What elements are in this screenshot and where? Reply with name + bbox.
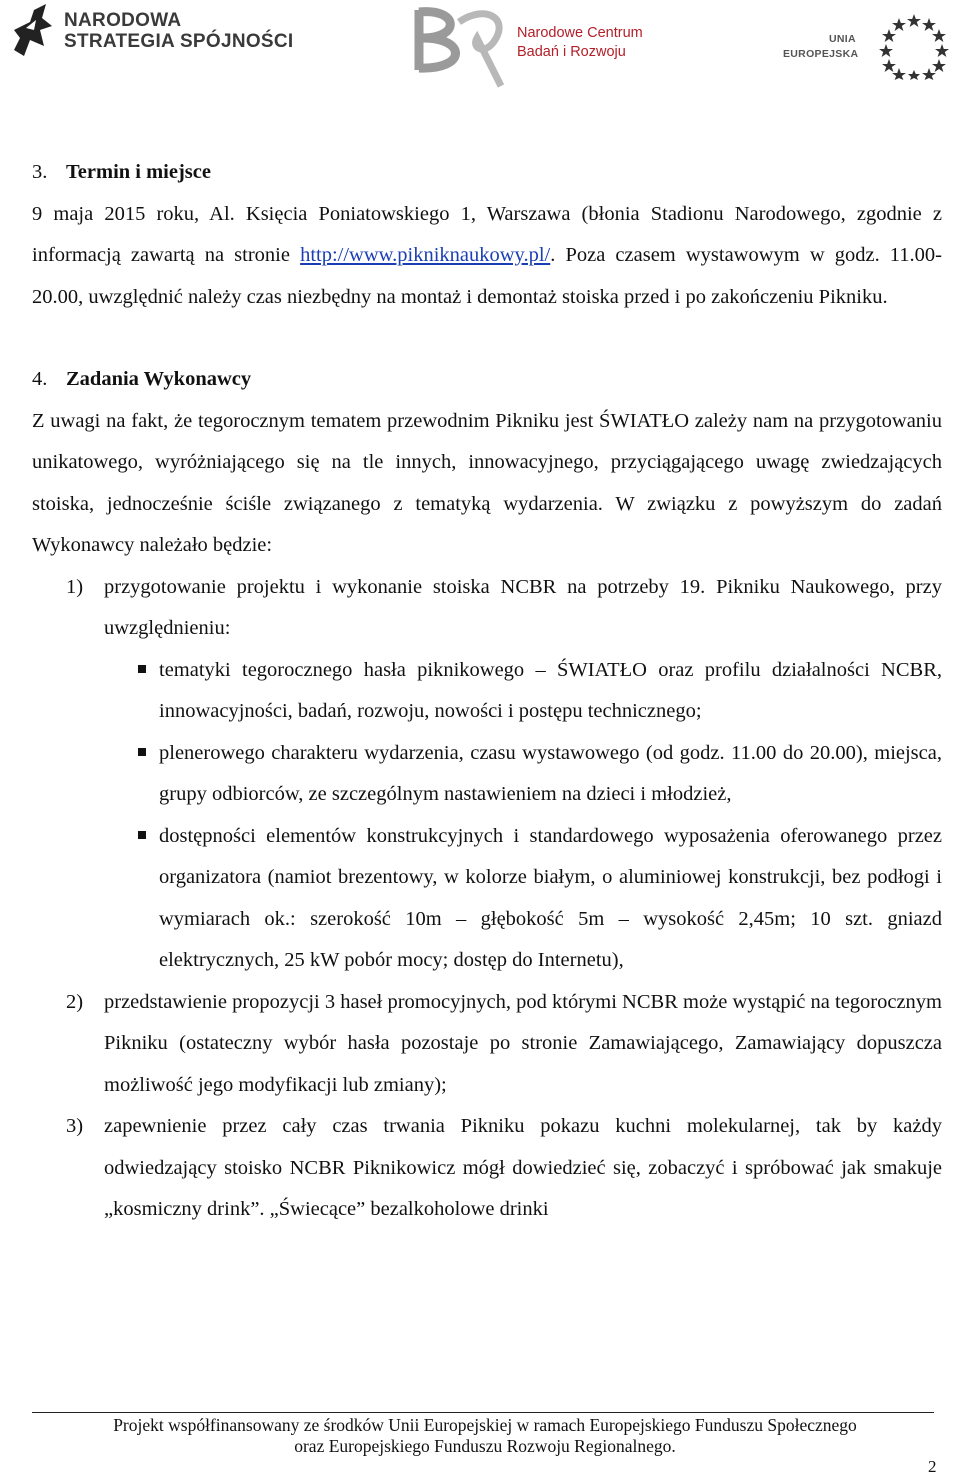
logo-unia-europejska	[780, 8, 955, 83]
bullet-item	[32, 816, 942, 982]
document-body	[32, 152, 942, 1231]
task-marker: 2)	[66, 990, 84, 1013]
section-4-intro: Z uwagi na fakt, że tegorocznym tematem przewodnim Pikniku jest ŚWIATŁO zależy nam na przygotowaniu unikatowego, wyróżniającego się na tle innych, innowacyjnego, przyciągającego uwagę zwiedzających stoiska, jednocześnie ściśle związanego z tematyką wydarzenia. W związku z powyższym do zadań Wykonawcy należało będzie:	[32, 409, 942, 556]
section-3-title: Termin i miejsce	[66, 161, 211, 183]
section-3-text-after-link: . Poza czasem wystawowym w godz. 11.00-20.00, uwzględnić należy czas niezbędny na montaż i demontaż stoiska przed i po zakończeniu Pikniku.	[32, 244, 943, 308]
section-3-paragraph	[32, 194, 942, 319]
square-bullet-icon	[138, 831, 146, 839]
header-logos	[0, 0, 960, 95]
bullet-text: plenerowego charakteru wydarzenia, czasu wystawowego (od godz. 11.00 do 20.00), miejsca, grupy odbiorców, ze szczególnym nastawieniem na dzieci i młodzież,	[159, 741, 942, 805]
task-text: przygotowanie projektu i wykonanie stoiska NCBR na potrzeby 19. Pikniku Naukowego, przy uwzględnieniu:	[104, 575, 942, 639]
task-item	[32, 567, 942, 982]
bullet-text: tematyki tegorocznego hasła piknikowego – ŚWIATŁO oraz profilu działalności NCBR, innowacyjności, badań, rozwoju, nowości i postępu technicznego;	[159, 658, 942, 722]
logo-ncbr-line2: Badań i Rozwoju	[517, 44, 626, 60]
section-3-heading	[32, 152, 942, 194]
footer-divider	[32, 1412, 934, 1413]
task-item	[32, 982, 942, 1107]
nss-emblem-icon	[0, 0, 60, 72]
bullet-item	[32, 733, 942, 816]
logo-ncbr	[405, 0, 665, 90]
logo-ncbr-line1: Narodowe Centrum	[517, 25, 643, 41]
task-bullet-list	[32, 650, 942, 982]
logo-narodowa-strategia-spojnosci	[0, 0, 320, 75]
section-3-number: 3.	[32, 161, 48, 183]
logo-eu-line1: UNIA	[829, 33, 856, 45]
task-marker: 3)	[66, 1115, 84, 1137]
page-number: 2	[928, 1457, 937, 1476]
task-text: zapewnienie przez cały czas trwania Pikniku pokazu kuchni molekularnej, tak by każdy odwiedzający stoisko NCBR Piknikowicz mógł dowiedzieć się, zobaczyć i spróbować jak smakuje „kosmiczny drink”. „Świecące” bezalkoholowe drinki	[104, 1115, 942, 1220]
footer-funding-note	[40, 1415, 930, 1457]
task-item	[32, 1106, 942, 1231]
section-4-number: 4.	[32, 368, 48, 390]
task-text: przedstawienie propozycji 3 haseł promocyjnych, pod którymi NCBR może wystąpić na tegorocznym Pikniku (ostateczny wybór hasła pozostaje po stronie Zamawiającego, Zamawiający dopuszcza możliwość jego modyfikacji lub zmiany);	[104, 990, 943, 1096]
task-marker: 1)	[66, 575, 84, 598]
logo-eu-line2: EUROPEJSKA	[783, 48, 859, 60]
footer-line-1: Projekt współfinansowany ze środków Unii Europejskiej w ramach Europejskiego Funduszu Społecznego	[113, 1415, 857, 1435]
logo-nss-line1: NARODOWA	[64, 10, 182, 31]
section-4-heading	[32, 359, 942, 401]
ncbr-br-emblem-icon	[405, 0, 515, 90]
eu-stars-icon	[878, 8, 950, 80]
bullet-item	[32, 650, 942, 733]
logo-nss-line2: STRATEGIA SPÓJNOŚCI	[64, 31, 294, 52]
footer-line-2: oraz Europejskiego Funduszu Rozwoju Regionalnego.	[294, 1436, 676, 1456]
task-list	[32, 567, 942, 1231]
section-4-title: Zadania Wykonawcy	[66, 368, 252, 390]
section-3-text-before-link: 9 maja 2015 roku, Al. Księcia Poniatowskiego 1, Warszawa (błonia Stadionu Narodowego, zgodnie z informacją zawartą na stronie	[32, 202, 942, 266]
square-bullet-icon	[138, 748, 146, 756]
square-bullet-icon	[138, 665, 146, 673]
piknik-naukowy-link[interactable]: http://www.pikniknaukowy.pl/	[300, 244, 551, 266]
bullet-text: dostępności elementów konstrukcyjnych i standardowego wyposażenia oferowanego przez organizatora (namiot brezentowy, w kolorze białym, o aluminiowej konstrukcji, bez podłogi i wymiarach ok.: szerokość 10m – głębokość 5m – wysokość 2,45m; 10 szt. gniazd elektrycznych, 25 kW pobór mocy; dostęp do Internetu),	[159, 824, 942, 971]
